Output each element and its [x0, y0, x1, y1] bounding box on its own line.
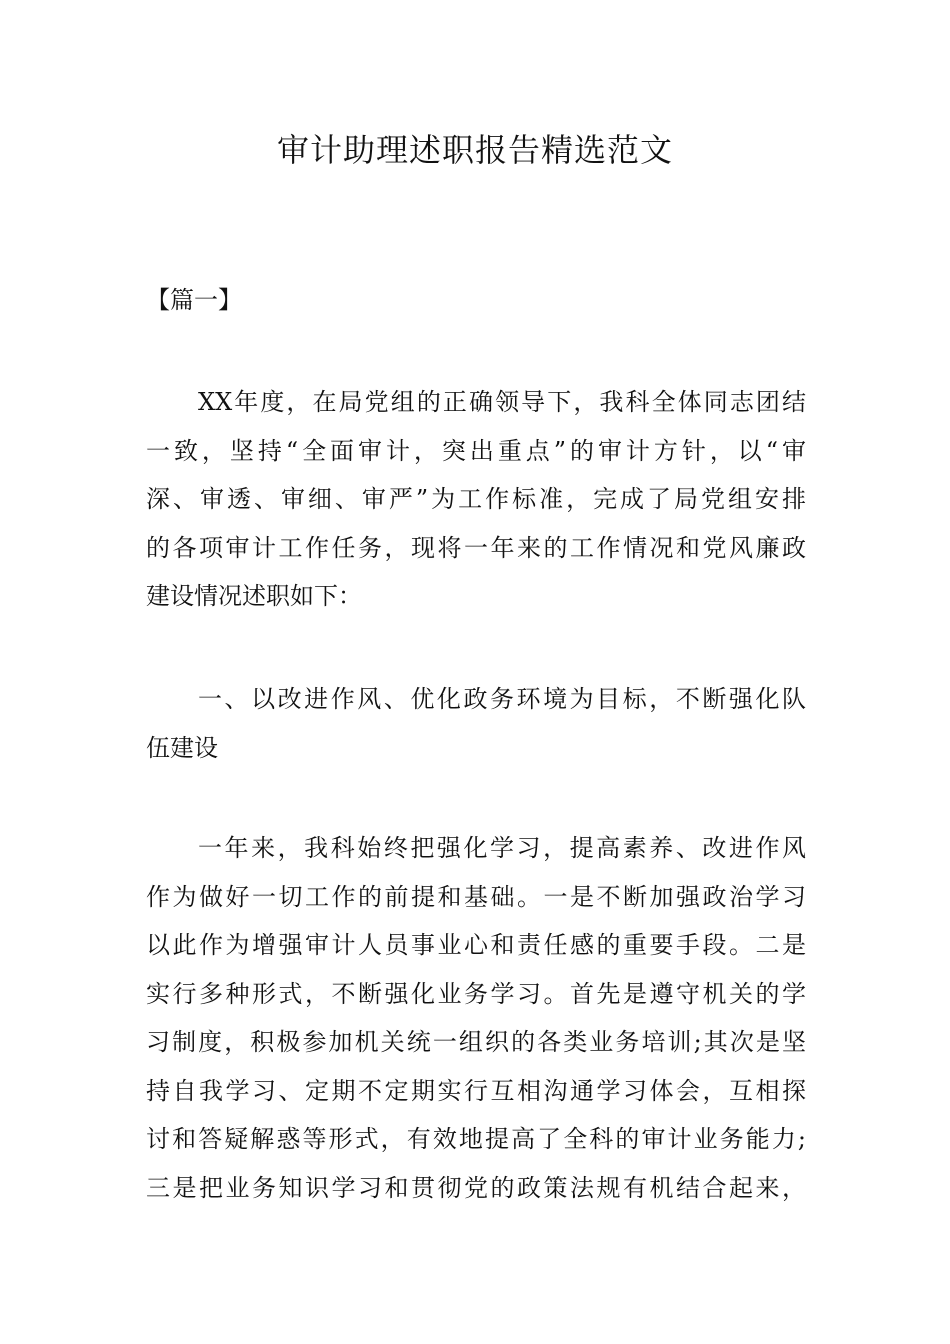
paragraph-line: 三是把业务知识学习和贯彻党的政策法规有机结合起来，: [146, 1173, 806, 1202]
paragraph-line: 以此作为增强审计人员事业心和责任感的重要手段。二是: [146, 931, 806, 959]
paragraph-line: 一、以改进作风、优化政务环境为目标，不断强化队: [198, 685, 806, 713]
paragraph-line: 讨和答疑解惑等形式，有效地提高了全科的审计业务能力;: [146, 1125, 806, 1153]
paragraph-line: 一致，坚持“全面审计，突出重点”的审计方针，以“审: [146, 436, 806, 465]
paragraph-line: 持自我学习、定期不定期实行互相沟通学习体会，互相探: [146, 1076, 806, 1105]
paragraph-line: 一年来，我科始终把强化学习，提高素养、改进作风: [198, 834, 806, 862]
paragraph-line: 深、审透、审细、审严”为工作标准，完成了局党组安排: [146, 485, 806, 513]
section-label: 【篇一】: [146, 286, 242, 314]
paragraph-line: 伍建设: [146, 733, 218, 762]
paragraph-3: [146, 824, 806, 1212]
paragraph-line: 实行多种形式，不断强化业务学习。首先是遵守机关的学: [146, 979, 806, 1008]
paragraph-line: 的各项审计工作任务，现将一年来的工作情况和党风廉政: [146, 533, 806, 562]
paragraph-line: 建设情况述职如下：: [146, 582, 362, 610]
paragraph-2: [146, 675, 806, 772]
paragraph-line: 习制度，积极参加机关统一组织的各类业务培训;其次是坚: [146, 1028, 806, 1056]
paragraph-1: [146, 378, 806, 621]
paragraph-line: 作为做好一切工作的前提和基础。一是不断加强政治学习: [146, 882, 806, 911]
document-title: 审计助理述职报告精选范文: [276, 131, 673, 169]
paragraph-line: XX年度，在局党组的正确领导下，我科全体同志团结: [198, 388, 806, 416]
